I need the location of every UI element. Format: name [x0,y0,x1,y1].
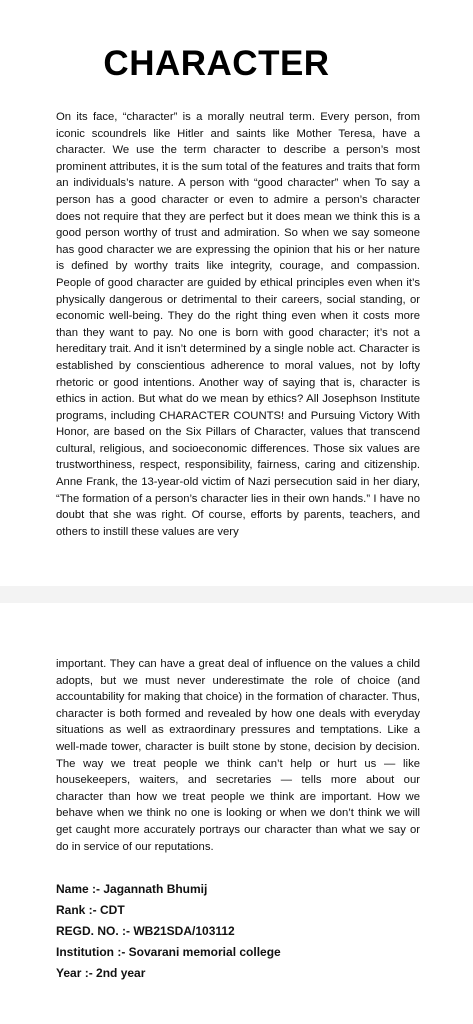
student-year: Year :- 2nd year [56,966,146,980]
student-registration-number: REGD. NO. :- WB21SDA/103112 [56,924,235,938]
document-title: CHARACTER [103,44,330,83]
body-paragraph-page-2: important. They can have a great deal of influence on the values a child adopts, but we must never underestimate the role of choice (and accountability for making that choice) in the formation of character. Thus, character is both formed and revealed by how one deals with everyday situations as well as extraordinary pressures and temptations. Like a well-made tower, character is built stone by stone, decision by decision. The way we treat people we think can’t help or hurt us — like housekeepers, waiters, and secretaries — tells more about our character than how we treat people we think are important. How we behave when we think no one is looking or when we don’t think we will get caught more accurately portrays our character than what we say or do in service of our reputations. [56,658,420,853]
student-details [56,879,436,984]
student-rank: Rank :- CDT [56,903,125,917]
student-institution: Institution :- Sovarani memorial college [56,945,281,959]
document-page-2 [0,603,473,1024]
body-paragraph-page-1: On its face, “character” is a morally neutral term. Every person, from iconic scoundrels like Hitler and saints like Mother Teresa, have a character. We use the term character to describe a person’s most prominent attributes, it is the sum total of the features and traits that form an individuals’s nature. A person with “good character” when To say a person has a good character or even to admire a person’s character does not require that they are perfect but it does mean we think this is a good person worthy of trust and admiration. So when we say someone has good character we are expressing the opinion that his or her nature is defined by worthy traits like integrity, courage, and compassion. People of good character are guided by ethical principles even when it’s physically dangerous or detrimental to their careers, social standing, or economic well-being. They do the right thing even when it costs more than they want to pay. No one is born with good character; it’s not a hereditary trait. And it isn’t determined by a single noble act. Character is established by conscientious adherence to moral values, not by lofty rhetoric or good intentions. Another way of saying that is, character is ethics in action. But what do we mean by ethics? All Josephson Institute programs, including CHARACTER COUNTS! and Pursuing Victory With Honor, are based on the Six Pillars of Character, values that transcend cultural, religious, and socioeconomic differences. Those six values are trustworthiness, respect, responsibility, fairness, caring and citizenship. Anne Frank, the 13-year-old victim of Nazi persecution said in her diary, “The formation of a person’s character lies in their own hands.” I have no doubt that she was right. Of course, efforts by parents, teachers, and others to instill these values are very [56,111,420,538]
student-name: Name :- Jagannath Bhumij [56,882,208,896]
